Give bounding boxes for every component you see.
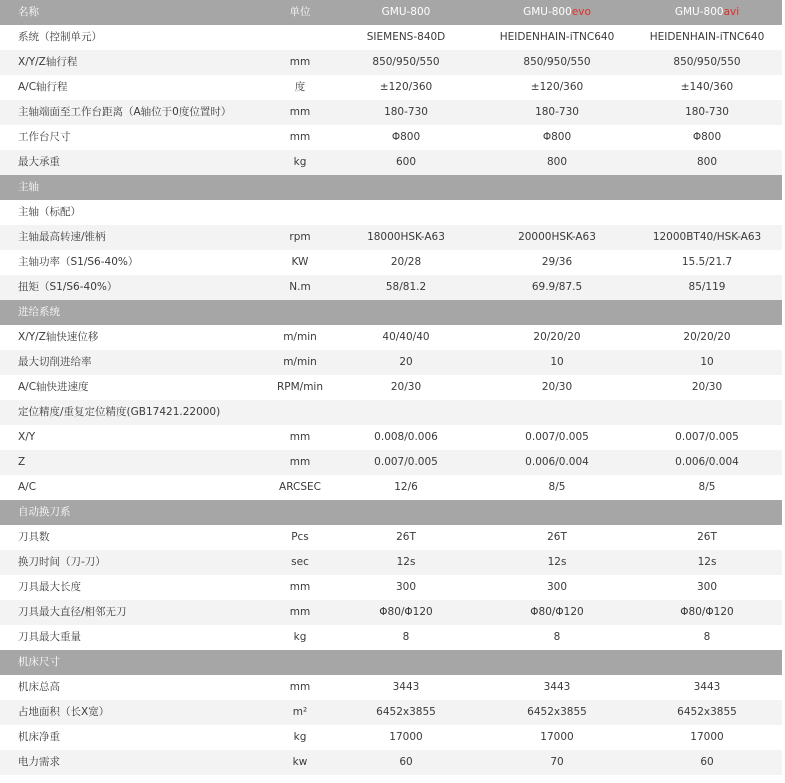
row-name: 最大承重 (18, 156, 60, 168)
row-value-model-2: 20/20/20 (533, 331, 581, 343)
row-name: 机床净重 (18, 731, 60, 743)
table-row (0, 750, 782, 775)
row-unit: mm (289, 431, 311, 443)
row-value-model-1: 300 (395, 581, 417, 593)
table-row (0, 150, 782, 175)
row-name: 系统（控制单元） (18, 31, 102, 43)
row-name: 刀具最大重量 (18, 631, 81, 643)
row-unit: ARCSEC (279, 481, 321, 493)
row-unit: kg (293, 731, 307, 743)
table-row (0, 225, 782, 250)
row-value-model-3: 3443 (693, 681, 721, 693)
row-value-model-3: 12s (697, 556, 717, 568)
row-name: Z (18, 456, 26, 468)
row-name: A/C轴快进速度 (18, 381, 89, 393)
row-value-model-1: 12/6 (394, 481, 418, 493)
row-value-model-3: 15.5/21.7 (681, 256, 733, 268)
row-value-model-3: 180-730 (685, 106, 729, 118)
row-value-model-3: ±140/360 (680, 81, 734, 93)
header-model-2: GMU-800evo (523, 6, 591, 18)
row-value-model-3: 17000 (690, 731, 724, 743)
row-value-model-1: Φ80/Φ120 (379, 606, 433, 618)
row-value-model-1: 12s (396, 556, 416, 568)
row-value-model-3: 20/20/20 (683, 331, 731, 343)
row-name: X/Y/Z轴快速位移 (18, 331, 99, 343)
row-unit: kw (292, 756, 308, 768)
row-name: 主轴功率（S1/S6-40%） (18, 256, 139, 268)
row-value-model-2: 10 (550, 356, 564, 368)
row-name: 刀具数 (18, 531, 50, 543)
row-value-model-2 (482, 200, 632, 225)
row-name: A/C (18, 481, 37, 493)
row-value-model-3 (632, 200, 782, 225)
row-value-model-1: 17000 (389, 731, 423, 743)
table-row (0, 200, 782, 225)
row-value-model-2: 800 (546, 156, 568, 168)
row-value-model-2: 26T (547, 531, 567, 543)
row-value-model-2: 0.006/0.004 (525, 456, 589, 468)
row-value-model-2: 20/30 (541, 381, 573, 393)
section-header (0, 500, 782, 525)
row-unit: rpm (289, 231, 311, 243)
table-row (0, 600, 782, 625)
row-value-model-2: Φ800 (542, 131, 572, 143)
row-name: 电力需求 (18, 756, 60, 768)
row-name: 主轴（标配） (18, 206, 81, 218)
row-unit: KW (291, 256, 309, 268)
row-value-model-2: ±120/360 (530, 81, 584, 93)
row-value-model-1: 18000HSK-A63 (367, 231, 445, 243)
row-value-model-3: 8 (703, 631, 711, 643)
row-unit (270, 200, 330, 225)
row-value-model-1: 26T (396, 531, 416, 543)
row-name: 扭矩（S1/S6-40%） (18, 281, 118, 293)
row-value-model-1 (330, 400, 482, 425)
table-row (0, 400, 782, 425)
row-value-model-2: 12s (547, 556, 567, 568)
row-unit: kg (293, 156, 307, 168)
row-value-model-2: 8 (553, 631, 561, 643)
row-value-model-3: 10 (700, 356, 714, 368)
section-header (0, 300, 782, 325)
row-value-model-3: 85/119 (688, 281, 726, 293)
row-value-model-2: 180-730 (535, 106, 579, 118)
row-value-model-1: 60 (399, 756, 413, 768)
row-name: 工作台尺寸 (18, 131, 71, 143)
row-value-model-2: 6452x3855 (527, 706, 587, 718)
row-value-model-2: 300 (546, 581, 568, 593)
row-value-model-1: 58/81.2 (385, 281, 427, 293)
row-unit: sec (291, 556, 309, 568)
row-name: 定位精度/重复定位精度(GB17421.22000) (18, 406, 221, 418)
row-value-model-1: 0.007/0.005 (374, 456, 438, 468)
row-value-model-3: 8/5 (698, 481, 716, 493)
row-name: A/C轴行程 (18, 81, 68, 93)
table-row (0, 725, 782, 750)
table-row (0, 425, 782, 450)
table-row (0, 675, 782, 700)
row-value-model-3: 850/950/550 (673, 56, 741, 68)
row-value-model-1: 850/950/550 (372, 56, 440, 68)
row-value-model-2: Φ80/Φ120 (530, 606, 584, 618)
row-value-model-1 (330, 200, 482, 225)
table-row (0, 625, 782, 650)
row-value-model-1: 40/40/40 (382, 331, 430, 343)
row-value-model-2: 20000HSK-A63 (518, 231, 596, 243)
row-value-model-3: 0.007/0.005 (675, 431, 739, 443)
row-value-model-1: 20/28 (390, 256, 422, 268)
row-value-model-3: Φ80/Φ120 (680, 606, 734, 618)
row-name: X/Y/Z轴行程 (18, 56, 78, 68)
row-name: 主轴端面至工作台距离（A轴位于0度位置时） (18, 106, 232, 118)
table-row (0, 550, 782, 575)
row-value-model-2: 17000 (540, 731, 574, 743)
row-value-model-3: 12000BT40/HSK-A63 (652, 231, 762, 243)
row-unit: mm (289, 106, 311, 118)
row-value-model-3 (632, 400, 782, 425)
table-row (0, 325, 782, 350)
row-unit (270, 25, 330, 50)
section-header (0, 175, 782, 200)
header-name: 名称 (18, 6, 39, 18)
table-row (0, 525, 782, 550)
table-row (0, 475, 782, 500)
row-value-model-1: Φ800 (391, 131, 421, 143)
row-unit: RPM/min (276, 381, 324, 393)
header-model-3: GMU-800avi (674, 6, 740, 18)
row-value-model-1: 600 (395, 156, 417, 168)
section-title: 机床尺寸 (18, 656, 60, 668)
row-unit: N.m (289, 281, 311, 293)
row-name: 主轴最高转速/锥柄 (18, 231, 106, 243)
row-value-model-3: 300 (696, 581, 718, 593)
row-value-model-2: 0.007/0.005 (525, 431, 589, 443)
row-value-model-1: SIEMENS-840D (366, 31, 446, 43)
row-name: 刀具最大长度 (18, 581, 81, 593)
table-row (0, 275, 782, 300)
row-value-model-3: Φ800 (692, 131, 722, 143)
row-value-model-1: ±120/360 (379, 81, 433, 93)
table-row (0, 125, 782, 150)
row-unit: mm (289, 56, 311, 68)
row-value-model-1: 0.008/0.006 (374, 431, 438, 443)
row-unit: m/min (283, 331, 317, 343)
table-row (0, 250, 782, 275)
row-unit: Pcs (291, 531, 309, 543)
header-unit: 单位 (289, 6, 311, 18)
row-value-model-2: HEIDENHAIN-iTNC640 (499, 31, 615, 43)
section-title: 自动换刀系 (18, 506, 71, 518)
row-name: 机床总高 (18, 681, 60, 693)
row-name: 最大切削进给率 (18, 356, 92, 368)
table-body (0, 25, 782, 775)
row-value-model-1: 8 (402, 631, 410, 643)
row-value-model-2: 69.9/87.5 (531, 281, 583, 293)
section-title: 主轴 (18, 181, 39, 193)
table-row (0, 375, 782, 400)
row-value-model-1: 6452x3855 (376, 706, 436, 718)
row-value-model-3: 20/30 (691, 381, 723, 393)
row-unit: mm (289, 131, 311, 143)
row-unit: 度 (294, 81, 306, 93)
row-unit: mm (289, 681, 311, 693)
row-unit (270, 400, 330, 425)
table-row (0, 50, 782, 75)
row-unit: kg (293, 631, 307, 643)
table-row (0, 75, 782, 100)
row-name: X/Y (18, 431, 36, 443)
row-value-model-3: 60 (700, 756, 714, 768)
table-row (0, 350, 782, 375)
header-model-1: GMU-800 (381, 6, 431, 18)
row-value-model-2 (482, 400, 632, 425)
row-name: 刀具最大直径/相邻无刀 (18, 606, 127, 618)
row-value-model-3: 26T (697, 531, 717, 543)
row-value-model-3: 800 (696, 156, 718, 168)
row-name: 占地面积（长X宽） (18, 706, 110, 718)
row-value-model-1: 3443 (392, 681, 420, 693)
row-value-model-1: 180-730 (384, 106, 428, 118)
row-value-model-2: 850/950/550 (523, 56, 591, 68)
row-name: 换刀时间（刀-刀） (18, 556, 106, 568)
table-row (0, 575, 782, 600)
row-value-model-3: 6452x3855 (677, 706, 737, 718)
table-row (0, 25, 782, 50)
row-value-model-2: 8/5 (548, 481, 566, 493)
table-row (0, 100, 782, 125)
row-unit: m/min (283, 356, 317, 368)
section-header (0, 650, 782, 675)
row-unit: mm (289, 606, 311, 618)
table-row (0, 700, 782, 725)
row-unit: m² (292, 706, 308, 718)
table-header-row (0, 0, 782, 25)
table-row (0, 450, 782, 475)
row-value-model-3: 0.006/0.004 (675, 456, 739, 468)
row-unit: mm (289, 581, 311, 593)
row-value-model-2: 29/36 (541, 256, 573, 268)
row-value-model-3: HEIDENHAIN-iTNC640 (649, 31, 765, 43)
row-value-model-1: 20 (399, 356, 413, 368)
row-value-model-1: 20/30 (390, 381, 422, 393)
section-title: 进给系统 (18, 306, 60, 318)
row-value-model-2: 3443 (543, 681, 571, 693)
row-unit: mm (289, 456, 311, 468)
row-value-model-2: 70 (550, 756, 564, 768)
